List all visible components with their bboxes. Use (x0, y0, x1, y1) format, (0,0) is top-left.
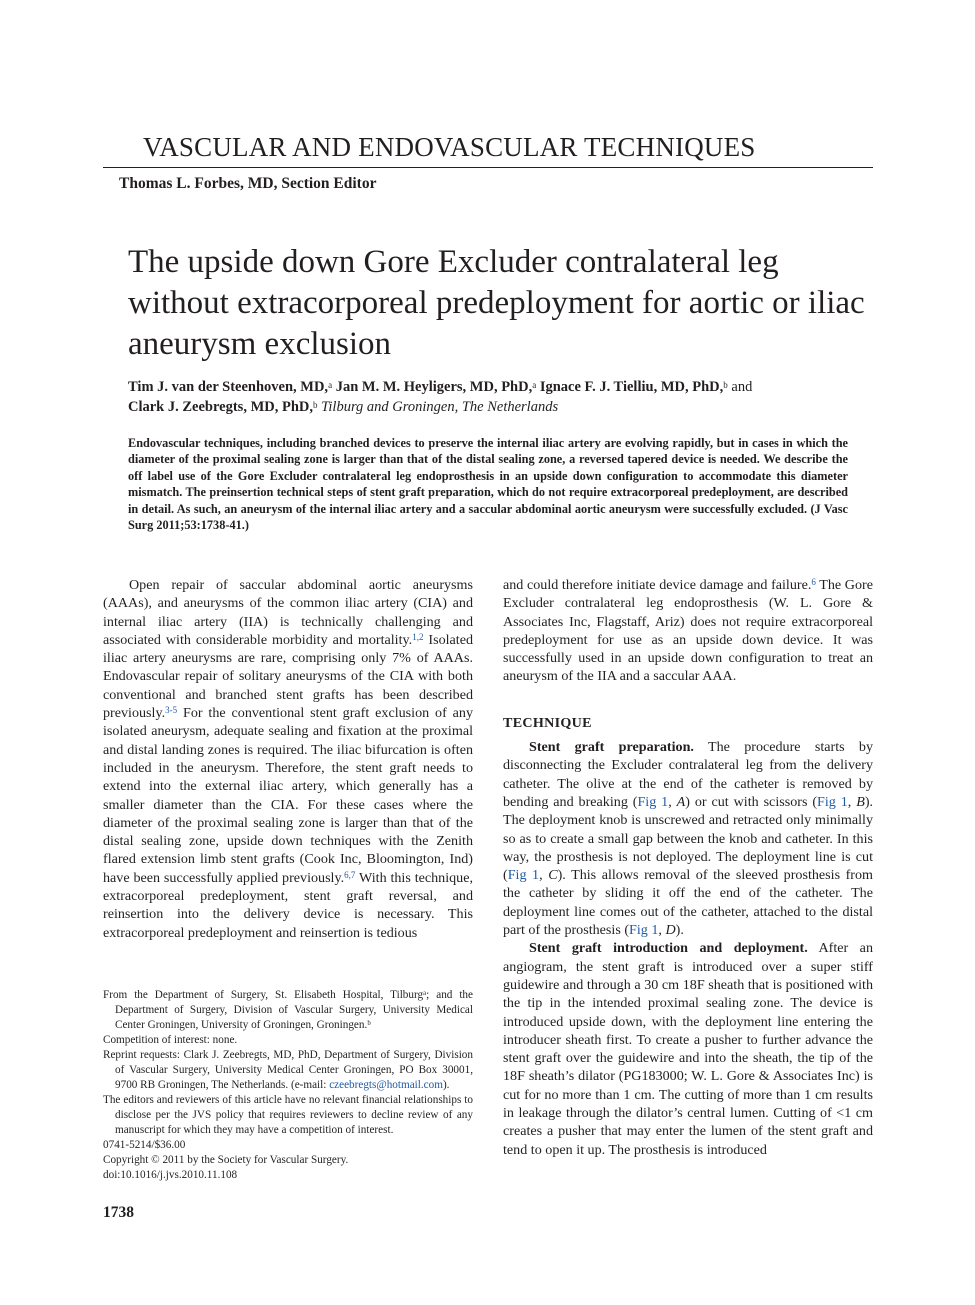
author-name: Tim J. van der Steenhoven, MD, (128, 379, 329, 395)
section-editor: Thomas L. Forbes, MD, Section Editor (119, 175, 377, 192)
text-run: Reprint requests: Clark J. Zeebregts, MD, PhD, Department of Surgery, Division of Vascular Surgery, University Medical Center Groningen, PO Box 30001, 9700 RB Groningen, The Netherlands. (e-mail: (103, 1049, 473, 1091)
text-run: The procedure starts by disconnecting the Excluder contralateral leg from the delivery catheter. The olive at the end of the catheter is removed by bending and breaking ( (503, 739, 873, 810)
affiliation-location: Tilburg and Groningen, The Netherlands (321, 399, 559, 415)
footnote-editors: The editors and reviewers of this article have no relevant financial relationships to disclose per the JVS policy that requires reviewers to decline review of any manuscript for which they may have a competition of interest. (103, 1094, 473, 1136)
citation-link[interactable]: 6,7 (344, 869, 356, 880)
author-affiliation-mark: b (313, 400, 318, 410)
section-title: VASCULAR AND ENDOVASCULAR TECHNIQUES (143, 132, 756, 162)
text-run: For the conventional stent graft exclusion of any isolated aneurysm, adequate sealing and fixation at the proximal and distal landing zones is required. The iliac bifurcation is often included in the aneurysm. Therefore, the stent graft needs to extend into the external iliac artery, which generally has a smaller diameter than the CIA. For these cases where the diameter of the proximal sealing zone is larger than that of the distal sealing zone, upside down techniques with the Zenith flared extension limb stent grafts (Cook Inc, Bloomington, Ind) have been successfully applied previously. (103, 705, 473, 886)
figure-panel-label: D (665, 922, 676, 939)
footnote-reprint (103, 1048, 473, 1093)
subsection-heading: Stent graft introduction and deployment. (529, 940, 808, 957)
stent-graft-deployment-paragraph (503, 939, 873, 1159)
author-name: Jan M. M. Heyligers, MD, PhD, (335, 379, 533, 395)
citation-link[interactable]: 3-5 (165, 705, 178, 716)
text-run: ). (442, 1079, 450, 1091)
figure-link[interactable]: Fig 1 (629, 922, 659, 939)
author-name: Clark J. Zeebregts, MD, PhD, (128, 399, 313, 415)
text-run: With this technique, extracorporeal predeployment, stent graft reversal, and reinsertion into the delivery device is necessary. This extracorporeal predeployment and reinsertion is tedious (103, 869, 474, 941)
author-conjunction: and (731, 379, 753, 395)
text-run: , (539, 867, 549, 884)
body-column-right (503, 576, 873, 1159)
figure-link[interactable]: Fig 1 (507, 867, 540, 884)
footnotes (103, 988, 473, 1183)
technique-heading: TECHNIQUE (503, 714, 592, 731)
text-run: , (847, 793, 857, 810)
text-run: ). (675, 922, 684, 939)
author-name: Ignace F. J. Tielliu, MD, PhD, (539, 379, 724, 395)
figure-link[interactable]: Fig 1 (637, 793, 669, 810)
figure-panel-label: A (676, 793, 686, 810)
text-run: ) or cut with scissors ( (685, 793, 818, 810)
email-link[interactable]: czeebregts@hotmail.com (329, 1079, 443, 1091)
author-affiliation-mark: b (723, 380, 728, 390)
figure-link[interactable]: Fig 1 (817, 793, 848, 810)
author-affiliation-mark: a (328, 380, 333, 390)
text-run: ). This allows removal of the sleeved prosthesis from the catheter by sliding it off the end of the catheter. The deployment line comes out of the catheter, attached to the distal part of the prosthesis ( (503, 867, 873, 939)
footnote-affiliations: From the Department of Surgery, St. Elisabeth Hospital, Tilburgᵃ; and the Department of Surgery, Division of Vascular Surgery, University Medical Center Groningen, University of Groningen, Groningen.ᵇ (103, 989, 473, 1031)
stent-graft-preparation-paragraph (503, 738, 873, 939)
text-run: ). The deployment knob is unscrewed and retracted only minimally so as to create a small gap between the knob and catheter. In this way, the prosthesis is not deployed. The deployment line is cut ( (503, 793, 874, 884)
text-run: and could therefore initiate device damage and failure. (503, 577, 812, 593)
footnote-copyright: Copyright © 2011 by the Society for Vascular Surgery. (103, 1154, 349, 1166)
text-run: Open repair of saccular abdominal aortic aneurysms (AAAs), and aneurysms of the common iliac artery (CIA) and internal iliac artery (IIA) is technically challenging and associated with considerable morbidity and mortality. (103, 577, 473, 648)
body-column-left (103, 576, 473, 942)
footnote-doi: doi:10.1016/j.jvs.2010.11.108 (103, 1169, 238, 1181)
subsection-heading: Stent graft preparation. (529, 739, 694, 756)
text-run: After an angiogram, the stent graft is introduced over a super stiff guidewire and through a 30 cm 18F sheath that is positioned with the tip in the intended proximal sealing zone. The device is introduced upside down, with the deployment line entering the introducer sheath first. To create a pusher to further advance the stent graft over the guidewire and into the sheath, the tip of the 18F sheath’s dilator (PG183000; W. L. Gore & Associates Inc) is cut for no more than 1 cm. The cutting of more than 1 cm results in leakage through the dilator’s central lumen. Cutting of <1 cm creates a pusher that may enter the lumen of the stent graft and tend to open it up. The prosthesis is introduced (503, 940, 873, 1158)
header-rule (103, 167, 873, 168)
text-run: Isolated iliac artery aneurysms are rare, comprising only 7% of AAAs. Endovascular repair of solitary aneurysms of the CIA with both conventional and branched stent grafts has been described previously. (103, 631, 474, 722)
article-title: The upside down Gore Excluder contralateral leg without extracorporeal predeployment for aortic or iliac aneurysm exclusion (128, 244, 865, 362)
footnote-issn: 0741-5214/$36.00 (103, 1139, 186, 1151)
figure-panel-label: B (856, 793, 865, 810)
intro-continuation-paragraph (503, 576, 873, 686)
figure-panel-label: C (548, 867, 558, 884)
footnote-conflict: Competition of interest: none. (103, 1034, 238, 1046)
author-list (128, 377, 868, 417)
page-number: 1738 (103, 1204, 134, 1221)
author-affiliation-mark: a (532, 380, 537, 390)
text-run: The Gore Excluder contralateral leg endoprosthesis (W. L. Gore & Associates Inc, Flagstaff, Ariz) does not require extracorporeal predeployment for use as an upside down device. It was successfully used in an upside down configuration to treat an aneurysm of the IIA and a saccular AAA. (503, 577, 873, 685)
citation-link[interactable]: 6 (811, 577, 816, 587)
text-run: , (668, 793, 677, 810)
intro-paragraph (103, 576, 473, 942)
abstract: Endovascular techniques, including branched devices to preserve the internal iliac artery are evolving rapidly, but in cases in which the diameter of the proximal sealing zone is larger than that of the distal sealing zone, a reversed tapered device is needed. We describe the off label use of the Gore Excluder contralateral leg endoprosthesis in an upside down configuration to accommodate this diameter mismatch. The preinsertion technical steps of stent graft preparation, which do not require extracorporeal predeployment, are described in detail. As such, an aneurysm of the internal iliac artery and a saccular abdominal aortic aneurysm were successfully excluded. (J Vasc Surg 2011;53:1738-41.) (128, 436, 848, 533)
citation-link[interactable]: 1,2 (412, 631, 424, 642)
text-run: , (658, 922, 666, 939)
